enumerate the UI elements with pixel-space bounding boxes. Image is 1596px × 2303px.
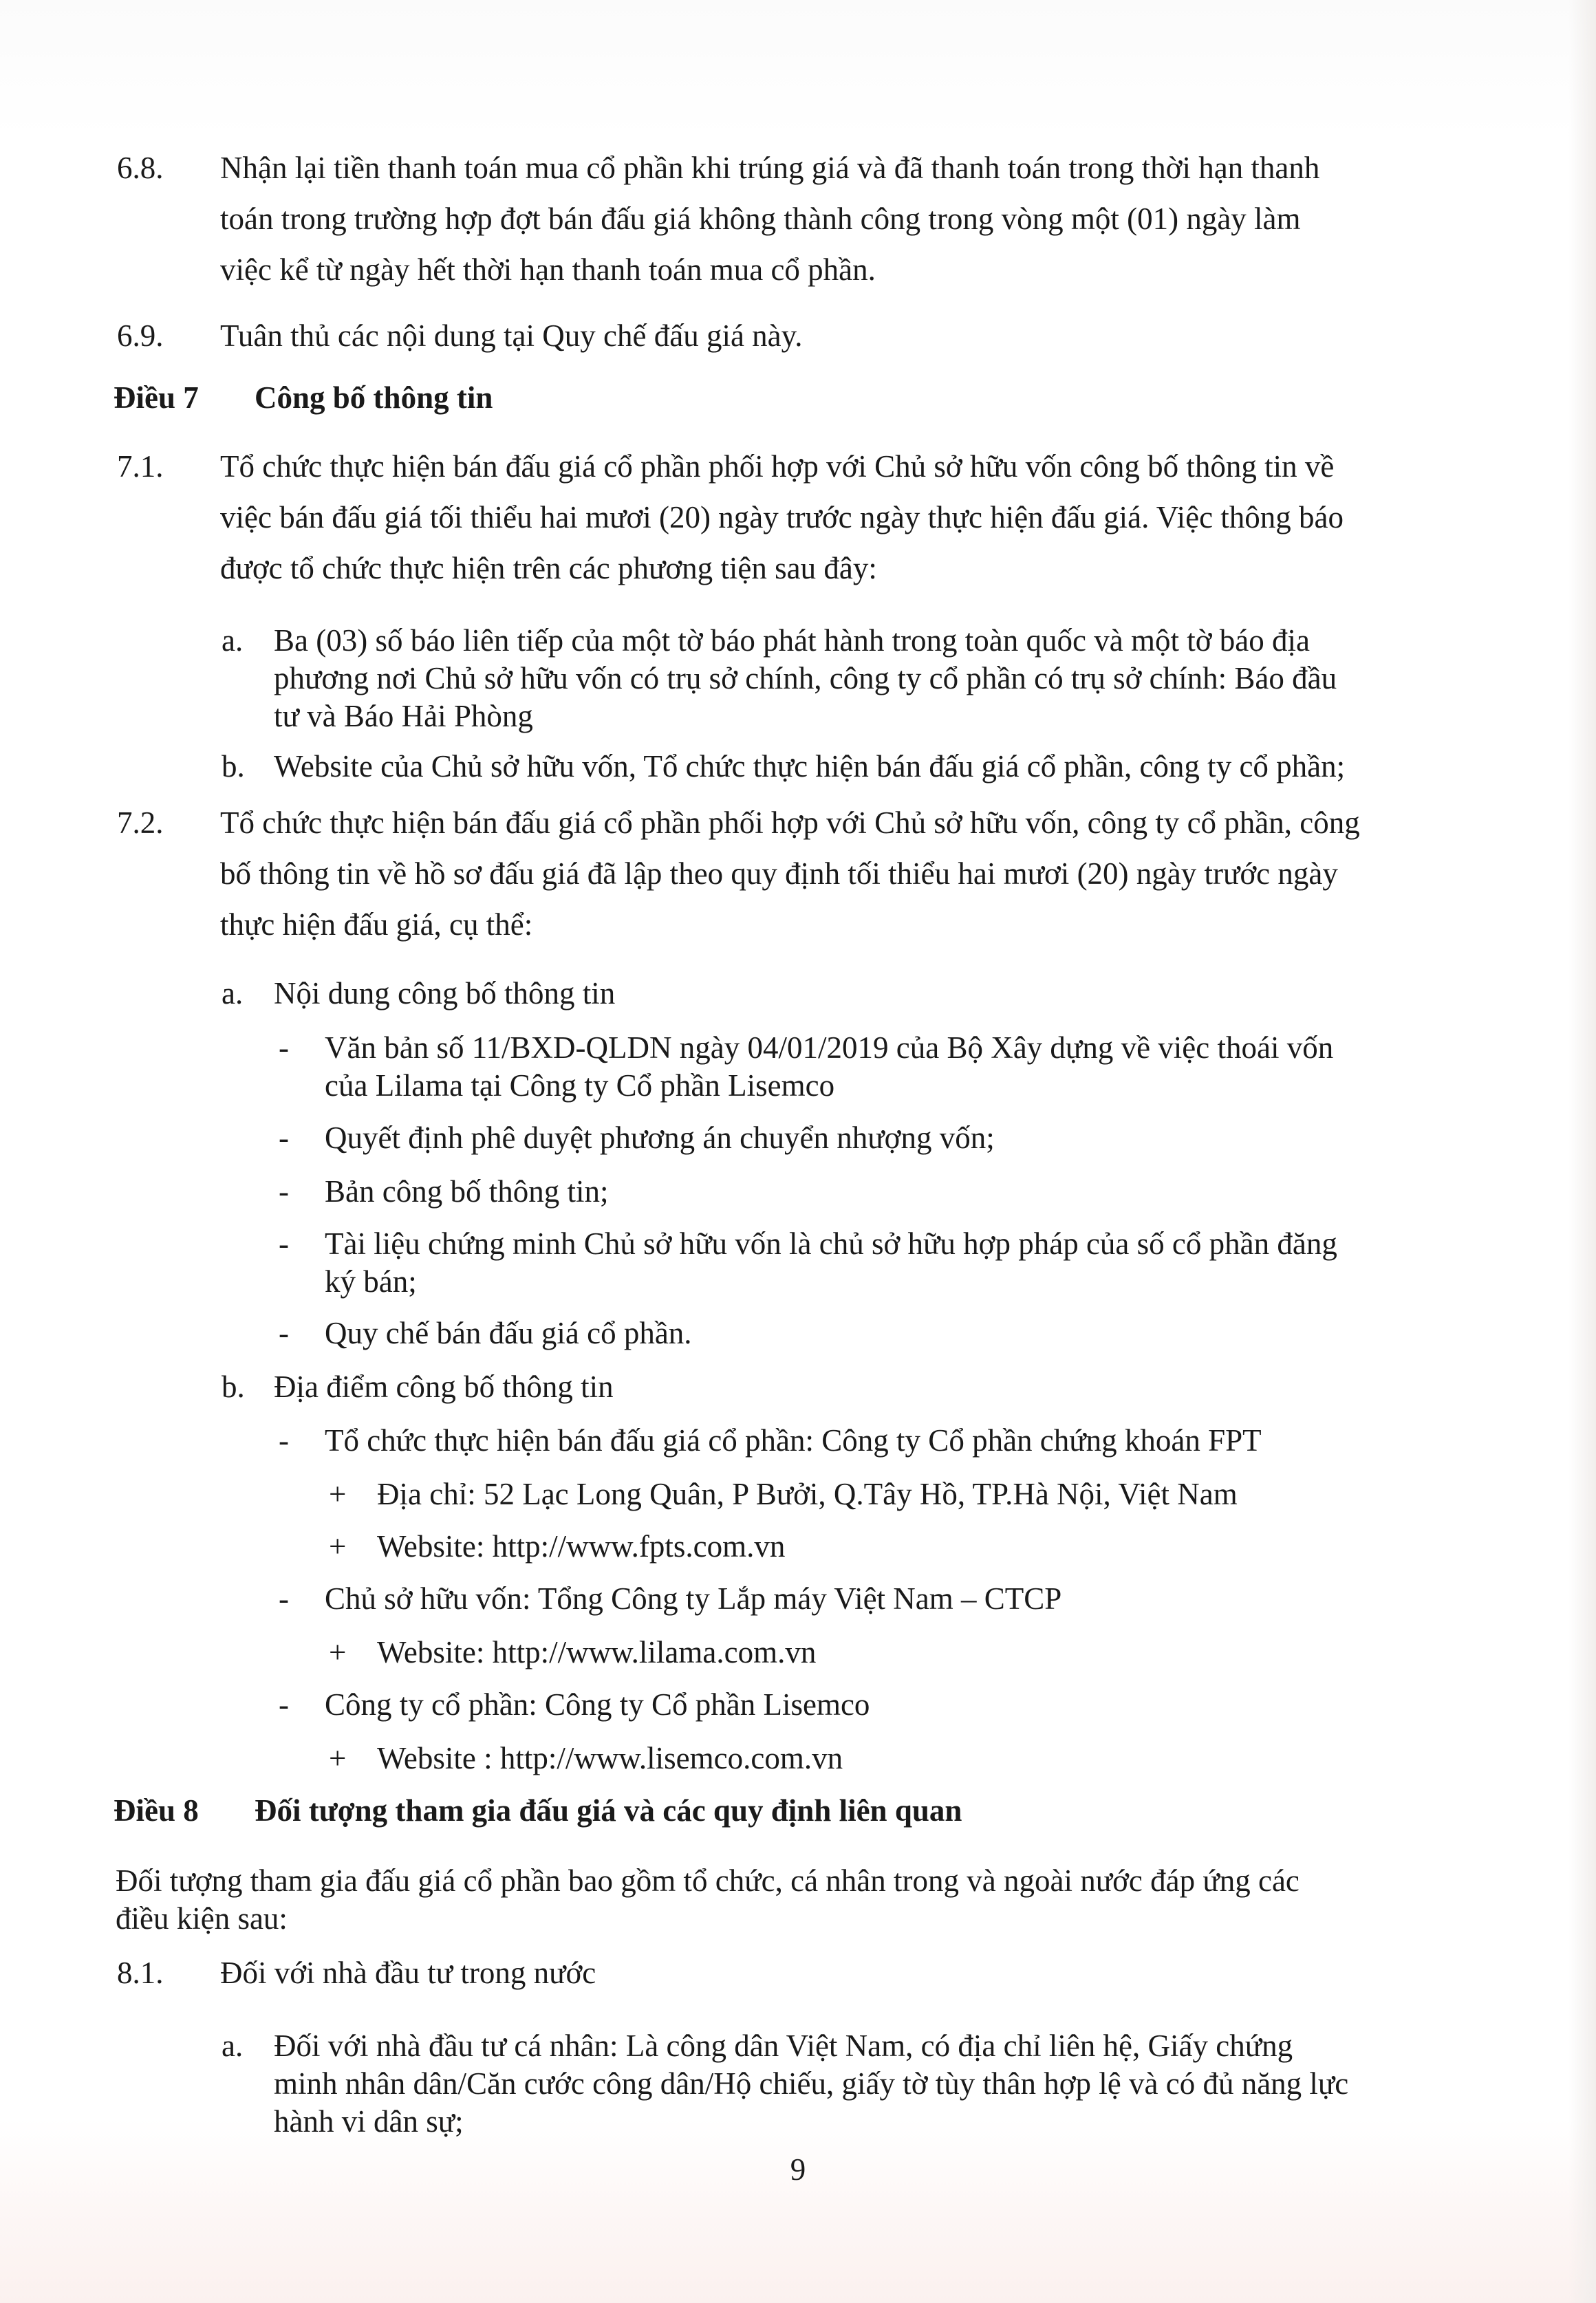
list-line: Đối với nhà đầu tư cá nhân: Là công dân Việt Nam, có địa chỉ liên hệ, Giấy chứng	[274, 2029, 1293, 2063]
clause-line: Tổ chức thực hiện bán đấu giá cổ phần phối hợp với Chủ sở hữu vốn công bố thông tin về	[220, 449, 1335, 484]
bullet-line: của Lilama tại Công ty Cổ phần Lisemco	[325, 1068, 835, 1103]
clause-line: được tổ chức thực hiện trên các phương tiện sau đây:	[220, 551, 877, 585]
clause-line: Tổ chức thực hiện bán đấu giá cổ phần phối hợp với Chủ sở hữu vốn, công ty cổ phần, công	[220, 805, 1360, 840]
clause-line: Nhận lại tiền thanh toán mua cổ phần khi trúng giá và đã thanh toán trong thời hạn thanh	[220, 151, 1320, 185]
clause-line: việc kể từ ngày hết thời hạn thanh toán mua cổ phần.	[220, 252, 876, 287]
dash-marker: -	[279, 1316, 289, 1350]
article-title: Đối tượng tham gia đấu giá và các quy định liên quan	[255, 1793, 962, 1828]
dash-marker: -	[279, 1581, 289, 1616]
clause-number: 7.1.	[117, 449, 164, 484]
article-label: Điều 8	[114, 1793, 199, 1828]
list-line: Ba (03) số báo liên tiếp của một tờ báo phát hành trong toàn quốc và một tờ báo địa	[274, 623, 1310, 658]
clause-number: 7.2.	[117, 805, 164, 840]
article-title: Công bố thông tin	[255, 380, 493, 415]
clause-number: 8.1.	[117, 1956, 164, 1990]
dash-marker: -	[279, 1174, 289, 1209]
sub-bullet-line: Website: http://www.lilama.com.vn	[377, 1635, 817, 1669]
list-line: minh nhân dân/Căn cước công dân/Hộ chiếu, giấy tờ tùy thân hợp lệ và có đủ năng lực	[274, 2066, 1349, 2101]
clause-title: Đối với nhà đầu tư trong nước	[220, 1956, 596, 1990]
intro-line: điều kiện sau:	[116, 1901, 288, 1936]
article-label: Điều 7	[114, 380, 199, 415]
clause-number: 6.8.	[117, 151, 164, 185]
dash-marker: -	[279, 1121, 289, 1155]
page-number: 9	[790, 2152, 806, 2187]
scan-edge-shadow	[1568, 0, 1596, 2303]
list-marker: b.	[222, 1370, 245, 1404]
plus-marker: +	[329, 1477, 347, 1511]
intro-line: Đối tượng tham gia đấu giá cổ phần bao gồm tổ chức, cá nhân trong và ngoài nước đáp ứng các	[116, 1863, 1300, 1898]
sub-bullet-line: Địa chỉ: 52 Lạc Long Quân, P Bưởi, Q.Tây Hồ, TP.Hà Nội, Việt Nam	[377, 1477, 1238, 1511]
sub-bullet-line: Website: http://www.fpts.com.vn	[377, 1529, 786, 1564]
bullet-line: Công ty cổ phần: Công ty Cổ phần Lisemco	[325, 1687, 870, 1722]
bullet-line: ký bán;	[325, 1264, 417, 1299]
bullet-line: Quyết định phê duyệt phương án chuyển nhượng vốn;	[325, 1121, 995, 1155]
list-marker: a.	[222, 623, 244, 658]
list-line: phương nơi Chủ sở hữu vốn có trụ sở chính, công ty cổ phần có trụ sở chính: Báo đầu	[274, 661, 1337, 695]
bullet-line: Tài liệu chứng minh Chủ sở hữu vốn là chủ sở hữu hợp pháp của số cổ phần đăng	[325, 1226, 1337, 1261]
clause-line: bố thông tin về hồ sơ đấu giá đã lập theo quy định tối thiểu hai mươi (20) ngày trước ngày	[220, 856, 1338, 891]
list-marker: a.	[222, 976, 244, 1010]
dash-marker: -	[279, 1423, 289, 1458]
clause-line: việc bán đấu giá tối thiểu hai mươi (20) ngày trước ngày thực hiện đấu giá. Việc thông báo	[220, 500, 1344, 534]
dash-marker: -	[279, 1226, 289, 1261]
bullet-line: Văn bản số 11/BXD-QLDN ngày 04/01/2019 của Bộ Xây dựng về việc thoái vốn	[325, 1030, 1334, 1065]
list-title: Địa điểm công bố thông tin	[274, 1370, 614, 1404]
clause-number: 6.9.	[117, 318, 164, 353]
list-line: tư và Báo Hải Phòng	[274, 699, 533, 733]
clause-line: thực hiện đấu giá, cụ thể:	[220, 907, 533, 942]
dash-marker: -	[279, 1687, 289, 1722]
dash-marker: -	[279, 1030, 289, 1065]
bullet-line: Chủ sở hữu vốn: Tổng Công ty Lắp máy Việt Nam – CTCP	[325, 1581, 1062, 1616]
list-title: Nội dung công bố thông tin	[274, 976, 616, 1010]
clause-line: toán trong trường hợp đợt bán đấu giá không thành công trong vòng một (01) ngày làm	[220, 202, 1301, 236]
bullet-line: Bản công bố thông tin;	[325, 1174, 609, 1209]
list-line: Website của Chủ sở hữu vốn, Tổ chức thực hiện bán đấu giá cổ phần, công ty cổ phần;	[274, 749, 1346, 783]
bullet-line: Tổ chức thực hiện bán đấu giá cổ phần: Công ty Cổ phần chứng khoán FPT	[325, 1423, 1262, 1458]
plus-marker: +	[329, 1635, 347, 1669]
list-line: hành vi dân sự;	[274, 2104, 464, 2139]
plus-marker: +	[329, 1529, 347, 1564]
clause-text: Tuân thủ các nội dung tại Quy chế đấu giá này.	[220, 318, 803, 353]
bullet-line: Quy chế bán đấu giá cổ phần.	[325, 1316, 692, 1350]
list-marker: b.	[222, 749, 245, 783]
list-marker: a.	[222, 2029, 244, 2063]
sub-bullet-line: Website : http://www.lisemco.com.vn	[377, 1741, 843, 1775]
plus-marker: +	[329, 1741, 347, 1775]
